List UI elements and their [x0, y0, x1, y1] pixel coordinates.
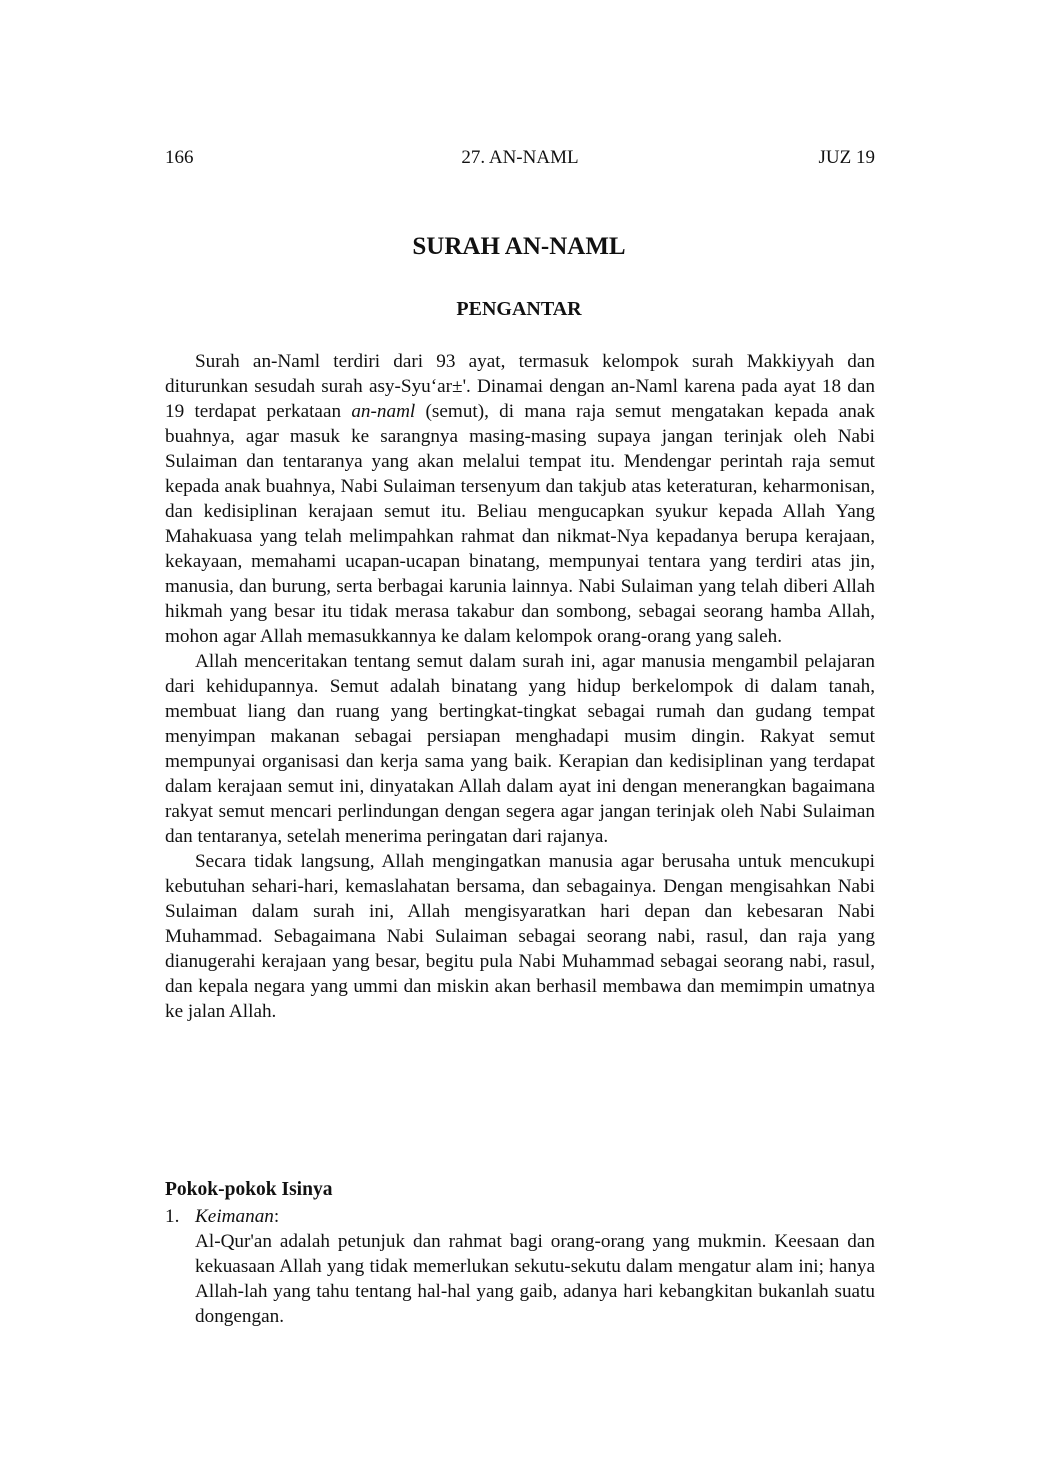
surah-title: SURAH AN-NAML: [412, 233, 626, 260]
paragraph-2: Allah menceritakan tentang semut dalam surah ini, agar manusia mengambil pelajaran dari kehidupannya. Semut adalah binatang yang hidup berkelompok di dalam tanah, membuat liang dan ruang yang bertingkat-tingkat sebagai rumah dan gudang tempat menyimpan makanan sebagai persiapan menghadapi musim dingin. Rakyat semut mempunyai organisasi dan kerja sama yang baik. Kerapian dan kedisiplinan yang terdapat dalam kerajaan semut ini, dinyatakan Allah dalam ayat ini dengan menerangkan bagaimana rakyat semut mencari perlindungan dengan segera agar jangan terinjak oleh Nabi Sulaiman dan tentaranya, setelah menerima peringatan dari rajanya.: [165, 651, 875, 847]
paragraph-1-text-start: Surah an-Naml terdiri dari 93 ayat, termasuk kelompok surah Makkiyyah dan diturunkan sesudah surah asy-Syu‘ar±'. Dinamai dengan an-Naml karena pada ayat 18 dan 19 terdapat perkataan: [165, 351, 875, 422]
list-item: [165, 1204, 875, 1329]
contents-heading: Pokok-pokok Isinya: [165, 1179, 333, 1200]
juz-label: JUZ 19: [818, 147, 875, 168]
paragraph-1-text-end: (semut), di mana raja semut mengatakan kepada anak buahnya, agar masuk ke sarangnya masing-masing supaya jangan terinjak oleh Nabi Sulaiman dan tentaranya yang akan melalui tempat itu. Mendengar perintah raja semut kepada anak buahnya, Nabi Sulaiman tersenyum dan takjub atas keteraturan, keharmonisan, dan kedisiplinan kerajaan semut itu. Beliau mengucapkan syukur kepada Allah Yang Mahakuasa yang telah melimpahkan rahmat dan nikmat-Nya kepadanya berupa kerajaan, kekayaan, memahami ucapan-ucapan binatang, mempunyai tentara yang terdiri atas jin, manusia, dan burung, serta berbagai karunia lainnya. Nabi Sulaiman yang telah diberi Allah hikmah yang besar itu tidak merasa takabur dan sombong, sebagai seorang hamba Allah, mohon agar Allah memasukkannya ke dalam kelompok orang-orang yang saleh.: [165, 401, 876, 647]
list-item-label-text: Keimanan: [195, 1206, 274, 1227]
list-item-label-suffix: :: [273, 1206, 280, 1227]
paragraph-3: Secara tidak langsung, Allah mengingatkan manusia agar berusaha untuk mencukupi kebutuhan sehari-hari, kemaslahatan bersama, dan sebagainya. Dengan mengisahkan Nabi Sulaiman dalam surah ini, Allah mengisyaratkan hari depan dan kebesaran Nabi Muhammad. Sebagaimana Nabi Sulaiman sebagai seorang nabi, rasul, dan raja yang dianugerahi kerajaan yang besar, begitu pula Nabi Muhammad sebagai seorang nabi, rasul, dan kepala negara yang ummi dan miskin akan berhasil membawa dan memimpin umatnya ke jalan Allah.: [165, 851, 875, 1022]
list-item-number: 1.: [165, 1206, 180, 1227]
introduction-body: [165, 349, 875, 1024]
page-number: 166: [165, 147, 194, 168]
list-item-body: Al-Qur'an adalah petunjuk dan rahmat bagi orang-orang yang mukmin. Keesaan dan kekuasaan Allah yang tidak memerlukan sekutu-sekutu dalam mengatur alam ini; hanya Allah-lah yang tahu tentang hal-hal yang gaib, adanya hari kebangkitan bukanlah suatu dongengan.: [195, 1231, 875, 1327]
paragraph-1: [165, 349, 875, 649]
list-item-label: [195, 1204, 279, 1229]
list-item-head: [165, 1204, 875, 1229]
section-title: PENGANTAR: [456, 298, 582, 320]
contents-list: [165, 1204, 875, 1329]
chapter-header: 27. AN-NAML: [461, 147, 579, 168]
running-header: [165, 147, 875, 173]
paragraph-1-italic-term: an-naml: [351, 401, 416, 422]
